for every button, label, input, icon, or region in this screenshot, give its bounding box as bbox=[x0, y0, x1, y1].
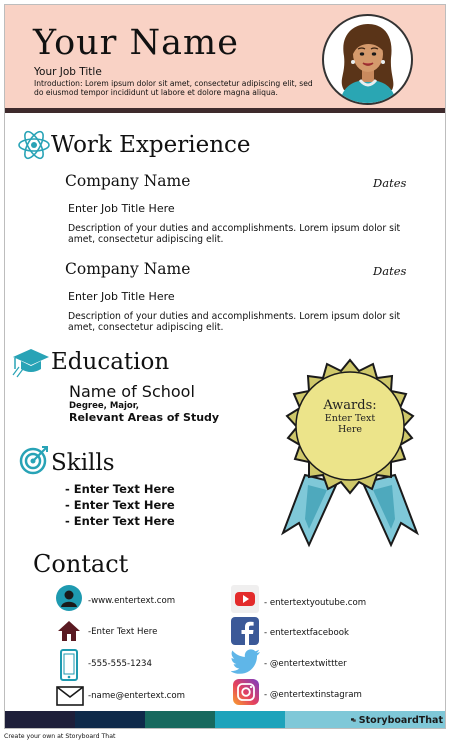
job-description-1: Description of your duties and accomplishments. Lorem ipsum dolor sit amet, consectetur adipiscing elit. bbox=[68, 223, 401, 245]
contact-address: -Enter Text Here bbox=[88, 627, 158, 637]
company-name-2: Company Name bbox=[65, 260, 191, 278]
contact-email: -name@entertext.com bbox=[88, 691, 186, 701]
job-dates-2: Dates bbox=[373, 264, 407, 278]
job-dates-1: Dates bbox=[373, 176, 407, 190]
stripe-segment-2 bbox=[75, 711, 145, 729]
award-title: Awards: bbox=[323, 398, 377, 413]
resume-page bbox=[4, 4, 446, 729]
header-divider bbox=[5, 108, 445, 113]
youtube-icon bbox=[231, 585, 259, 617]
resume-intro: Introduction: Lorem ipsum dolor sit amet, consectetur adipiscing elit, sed do eiusmod tempor incididunt ut labore et dolore magna aliqua. bbox=[34, 79, 313, 97]
job-title-2: Enter Job Title Here bbox=[68, 290, 175, 303]
graduation-cap-icon bbox=[11, 345, 51, 385]
job-title-1: Enter Job Title Here bbox=[68, 202, 175, 215]
award-line-2: Here bbox=[337, 424, 363, 435]
company-name-1: Company Name bbox=[65, 172, 191, 190]
job-description-2: Description of your duties and accomplishments. Lorem ipsum dolor sit amet, consectetur adipiscing elit. bbox=[68, 311, 401, 333]
skill-item-2: - Enter Text Here bbox=[65, 498, 175, 512]
instagram-icon bbox=[233, 679, 259, 709]
skills-heading: Skills bbox=[51, 450, 115, 476]
degree-major: Degree, Major, bbox=[69, 401, 139, 411]
areas-of-study: Relevant Areas of Study bbox=[69, 411, 220, 424]
stripe-segment-1 bbox=[5, 711, 75, 729]
skill-item-1: - Enter Text Here bbox=[65, 482, 175, 496]
facebook-icon bbox=[231, 617, 259, 649]
storyboardthat-logo-text: StoryboardThat bbox=[358, 714, 443, 726]
avatar-illustration bbox=[324, 16, 411, 103]
stripe-segment-3 bbox=[145, 711, 215, 729]
resume-job-title: Your Job Title bbox=[34, 66, 102, 78]
phone-icon bbox=[60, 649, 78, 685]
contact-heading: Contact bbox=[33, 550, 129, 578]
contact-instagram: - @entertextinstagram bbox=[264, 690, 362, 700]
resume-name: Your Name bbox=[33, 23, 239, 63]
contact-facebook: - entertextfacebook bbox=[264, 628, 349, 638]
education-heading: Education bbox=[51, 349, 170, 375]
storyboard-credit[interactable]: Create your own at Storyboard That bbox=[4, 733, 116, 740]
award-badge bbox=[275, 357, 425, 561]
stripe-segment-4 bbox=[215, 711, 285, 729]
contact-phone: -555-555-1234 bbox=[88, 659, 152, 669]
target-icon bbox=[19, 445, 49, 479]
work-experience-heading: Work Experience bbox=[51, 132, 251, 158]
storyboardthat-logo[interactable] bbox=[351, 712, 443, 728]
school-name: Name of School bbox=[69, 382, 195, 401]
contact-twitter: - @entertextwittter bbox=[264, 659, 347, 669]
avatar bbox=[322, 14, 413, 105]
award-line-1: Enter Text bbox=[324, 413, 376, 424]
user-icon bbox=[56, 585, 82, 615]
skill-item-3: - Enter Text Here bbox=[65, 514, 175, 528]
atom-icon bbox=[16, 127, 52, 167]
contact-youtube: - entertextyoutube.com bbox=[264, 598, 367, 608]
twitter-icon bbox=[231, 649, 261, 679]
envelope-icon bbox=[56, 686, 84, 710]
contact-website: -www.entertext.com bbox=[88, 596, 176, 606]
storyboard-logo-icon bbox=[351, 714, 356, 726]
home-icon bbox=[57, 620, 81, 646]
